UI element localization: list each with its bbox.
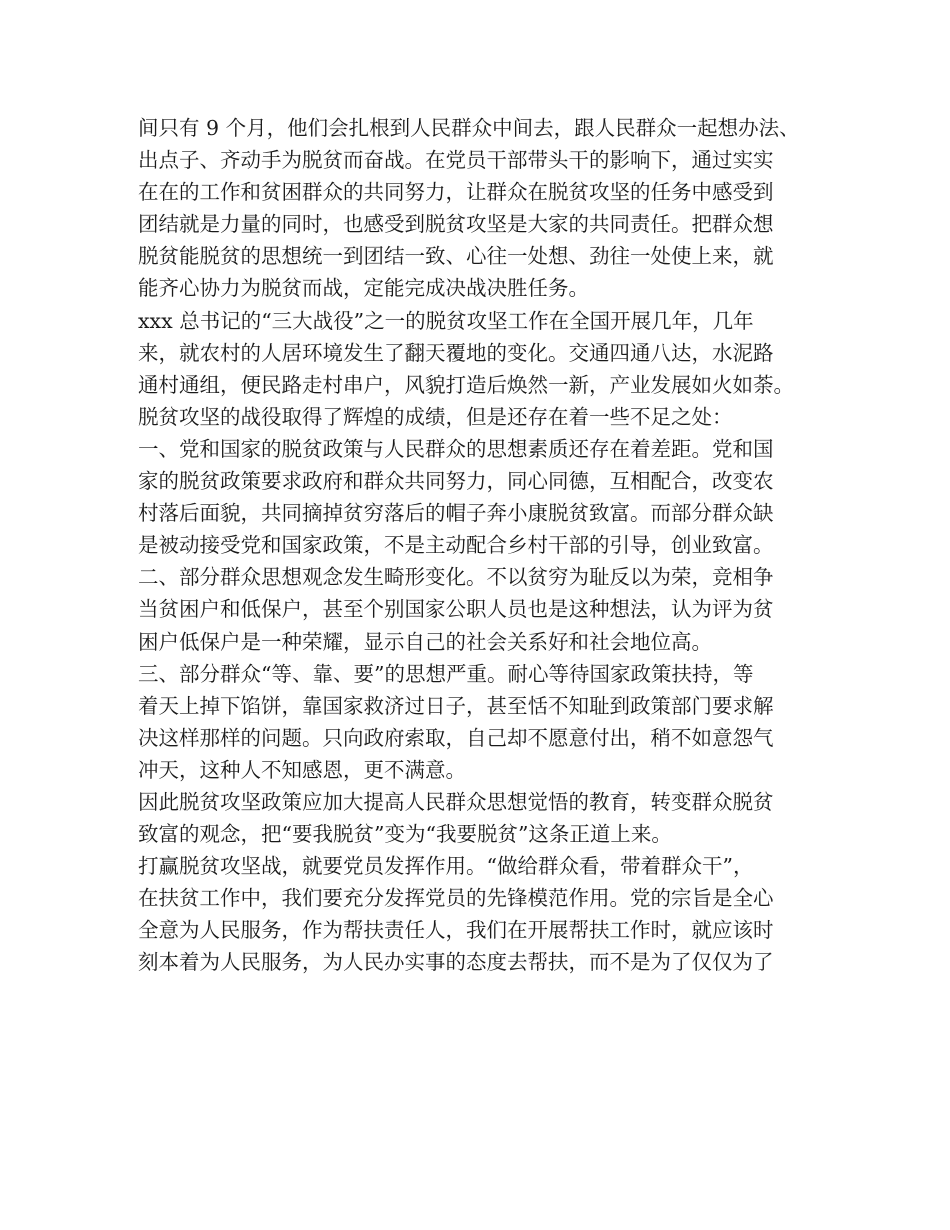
text-line: 决这样那样的问题。只向政府索取，自己却不愿意付出，稍不如意怨气 [138,725,774,750]
text-line: 来，就农村的人居环境发生了翻天覆地的变化。交通四通八达，水泥路 [138,340,774,365]
text-line: 出点子、齐动手为脱贫而奋战。在党员干部带头干的影响下，通过实实 [138,148,774,173]
text-line: 通村通组，便民路走村串户，风貌打造后焕然一新，产业发展如火如荼。 [138,372,794,397]
text-line: 间只有 9 个月，他们会扎根到人民群众中间去，跟人民群众一起想办法、 [138,116,800,140]
text-line: 冲天，这种人不知感恩，更不满意。 [138,757,466,782]
text-line: 困户低保户是一种荣耀，显示自己的社会关系好和社会地位高。 [138,629,712,654]
text-line: 村落后面貌，共同摘掉贫穷落后的帽子奔小康脱贫致富。而部分群众缺 [138,501,774,526]
text-line: 三、部分群众“等、靠、要”的思想严重。耐心等待国家政策扶持，等 [138,661,754,686]
text-line: 全意为人民服务，作为帮扶责任人，我们在开展帮扶工作时，就应该时 [138,918,774,943]
text-line: 家的脱贫政策要求政府和群众共同努力，同心同德，互相配合，改变农 [138,469,774,494]
text-line: 着天上掉下馅饼，靠国家救济过日子，甚至恬不知耻到政策部门要求解 [138,693,774,718]
text-line: 在扶贫工作中，我们要充分发挥党员的先锋模范作用。党的宗旨是全心 [138,886,774,911]
text-line: 团结就是力量的同时，也感受到脱贫攻坚是大家的共同责任。把群众想 [138,212,774,237]
text-line: 脱贫能脱贫的思想统一到团结一致、心往一处想、劲往一处使上来，就 [138,244,774,269]
text-line: 打赢脱贫攻坚战，就要党员发挥作用。“做给群众看，带着群众干”， [138,854,754,879]
text-line: 因此脱贫攻坚政策应加大提高人民群众思想觉悟的教育，转变群众脱贫 [138,789,774,814]
text-line: 当贫困户和低保户，甚至个别国家公职人员也是这种想法，认为评为贫 [138,597,774,622]
text-line: 一、党和国家的脱贫政策与人民群众的思想素质还存在着差距。党和国 [138,436,774,461]
text-line: 二、部分群众思想观念发生畸形变化。不以贫穷为耻反以为荣，竞相争 [138,565,774,590]
text-line: 致富的观念，把“要我脱贫”变为“我要脱贫”这条正道上来。 [138,822,672,847]
text-line: 刻本着为人民服务，为人民办实事的态度去帮扶，而不是为了仅仅为了 [138,950,774,975]
document-body [138,112,828,979]
text-line: 在在的工作和贫困群众的共同努力，让群众在脱贫攻坚的任务中感受到 [138,180,774,205]
text-line: 脱贫攻坚的战役取得了辉煌的成绩，但是还存在着一些不足之处： [138,404,733,429]
text-line: 能齐心协力为脱贫而战，定能完成决战决胜任务。 [138,276,589,301]
text-line: xxx 总书记的“三大战役”之一的脱贫攻坚工作在全国开展几年，几年 [138,308,754,333]
text-line: 是被动接受党和国家政策，不是主动配合乡村干部的引导，创业致富。 [138,533,774,558]
